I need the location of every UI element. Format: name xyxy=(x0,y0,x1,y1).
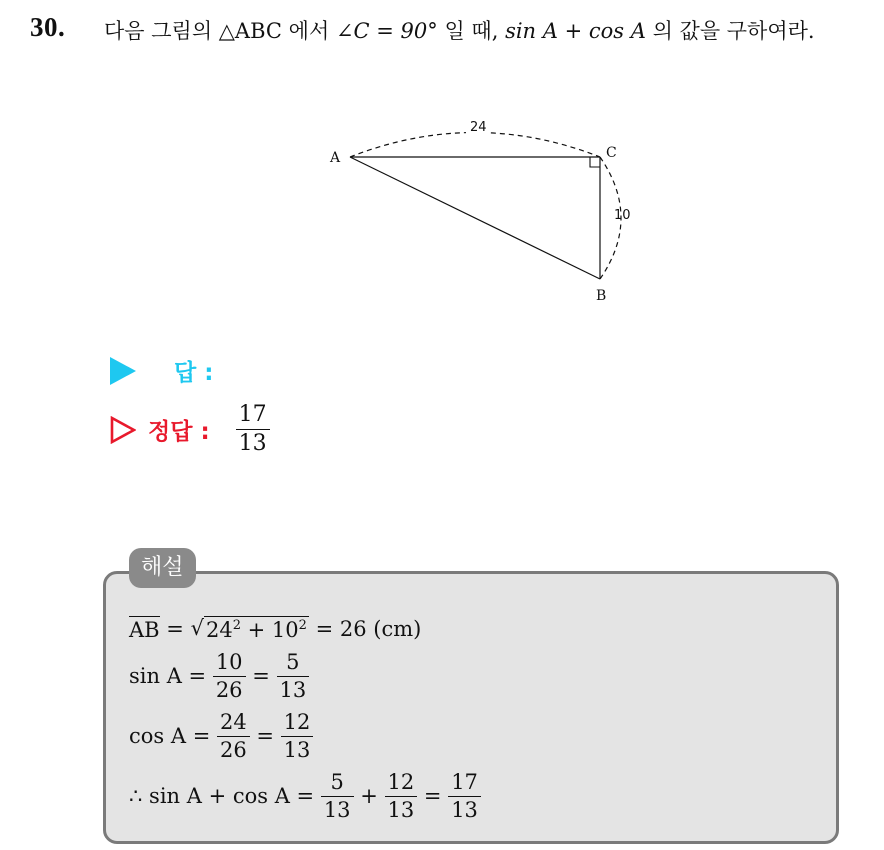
equals: = xyxy=(245,664,277,688)
correct-answer-numerator: 17 xyxy=(238,402,267,427)
solution-line-sin xyxy=(129,646,481,706)
numerator: 12 xyxy=(387,769,415,794)
numerator: 10 xyxy=(215,649,243,674)
cos-fraction-1 xyxy=(217,709,250,762)
cos-lhs: cos A = xyxy=(129,724,217,748)
side-ac-label: 24 xyxy=(470,120,487,135)
target-expression: sin A + cos A xyxy=(505,19,646,43)
question-text-part3: 일 때, xyxy=(437,19,506,43)
question-text-part4: 의 값을 구하여라. xyxy=(645,19,815,43)
sin-fraction-2 xyxy=(277,649,310,702)
triangle-diagram xyxy=(0,0,884,330)
right-angle-mark xyxy=(590,157,600,167)
radicand-b: 10 xyxy=(271,618,299,642)
plus: + xyxy=(353,784,385,808)
solution-line-hypotenuse xyxy=(129,612,481,646)
numerator: 12 xyxy=(283,709,311,734)
equals: = xyxy=(417,784,449,808)
numerator: 24 xyxy=(219,709,247,734)
play-triangle-icon xyxy=(110,357,136,385)
solution-line-sum xyxy=(129,766,481,826)
radical-sign: √ xyxy=(190,616,204,640)
hypotenuse-result: = 26 (cm) xyxy=(308,617,422,641)
side-ab xyxy=(350,157,600,279)
right-angle-condition: ∠C = 90° xyxy=(335,19,438,43)
radicand-a: 24 xyxy=(205,618,233,642)
numerator: 5 xyxy=(286,649,300,674)
solution-line-cos xyxy=(129,706,481,766)
sum-fraction-2 xyxy=(385,769,418,822)
vertex-c-label: C xyxy=(606,145,617,161)
denominator: 26 xyxy=(217,736,250,761)
sin-fraction-1 xyxy=(213,649,246,702)
denominator: 13 xyxy=(277,676,310,701)
plus: + xyxy=(240,618,272,642)
question-text-part2: 에서 xyxy=(282,19,336,43)
correct-answer-label: 정답 : xyxy=(148,419,210,445)
vertex-b-label: B xyxy=(596,288,607,304)
numerator: 17 xyxy=(451,769,478,794)
denominator: 13 xyxy=(385,796,418,821)
denominator: 13 xyxy=(281,736,314,761)
arc-ac xyxy=(350,133,600,158)
question-number: 30. xyxy=(30,12,66,42)
sum-fraction-3 xyxy=(448,769,481,822)
solution-tab: 해설 xyxy=(129,548,196,588)
correct-answer-denominator: 13 xyxy=(236,429,270,455)
cos-fraction-2 xyxy=(281,709,314,762)
triangle-name: △ABC xyxy=(218,19,282,43)
outline-triangle-icon xyxy=(110,416,136,444)
equals: = xyxy=(159,617,191,641)
exponent-b: 2 xyxy=(298,618,307,633)
sin-lhs: sin A = xyxy=(129,664,213,688)
question-text-part1: 다음 그림의 xyxy=(104,19,219,43)
square-root xyxy=(191,616,309,642)
denominator: 13 xyxy=(321,796,354,821)
side-bc-label: 10 xyxy=(614,208,631,223)
exponent-a: 2 xyxy=(232,618,241,633)
correct-answer-fraction xyxy=(236,404,270,455)
solution-lines xyxy=(129,612,481,826)
correct-answer-row xyxy=(110,404,270,455)
denominator: 13 xyxy=(448,796,481,821)
radicand xyxy=(204,616,309,642)
sum-fraction-1 xyxy=(321,769,354,822)
equals: = xyxy=(249,724,281,748)
denominator: 26 xyxy=(213,676,246,701)
answer-input-row xyxy=(110,354,213,387)
numerator: 5 xyxy=(330,769,344,794)
vertex-a-label: A xyxy=(330,150,341,166)
sum-lhs: ∴ sin A + cos A = xyxy=(129,784,321,808)
answer-label: 답 : xyxy=(174,360,214,386)
segment-ab: AB xyxy=(129,618,160,642)
